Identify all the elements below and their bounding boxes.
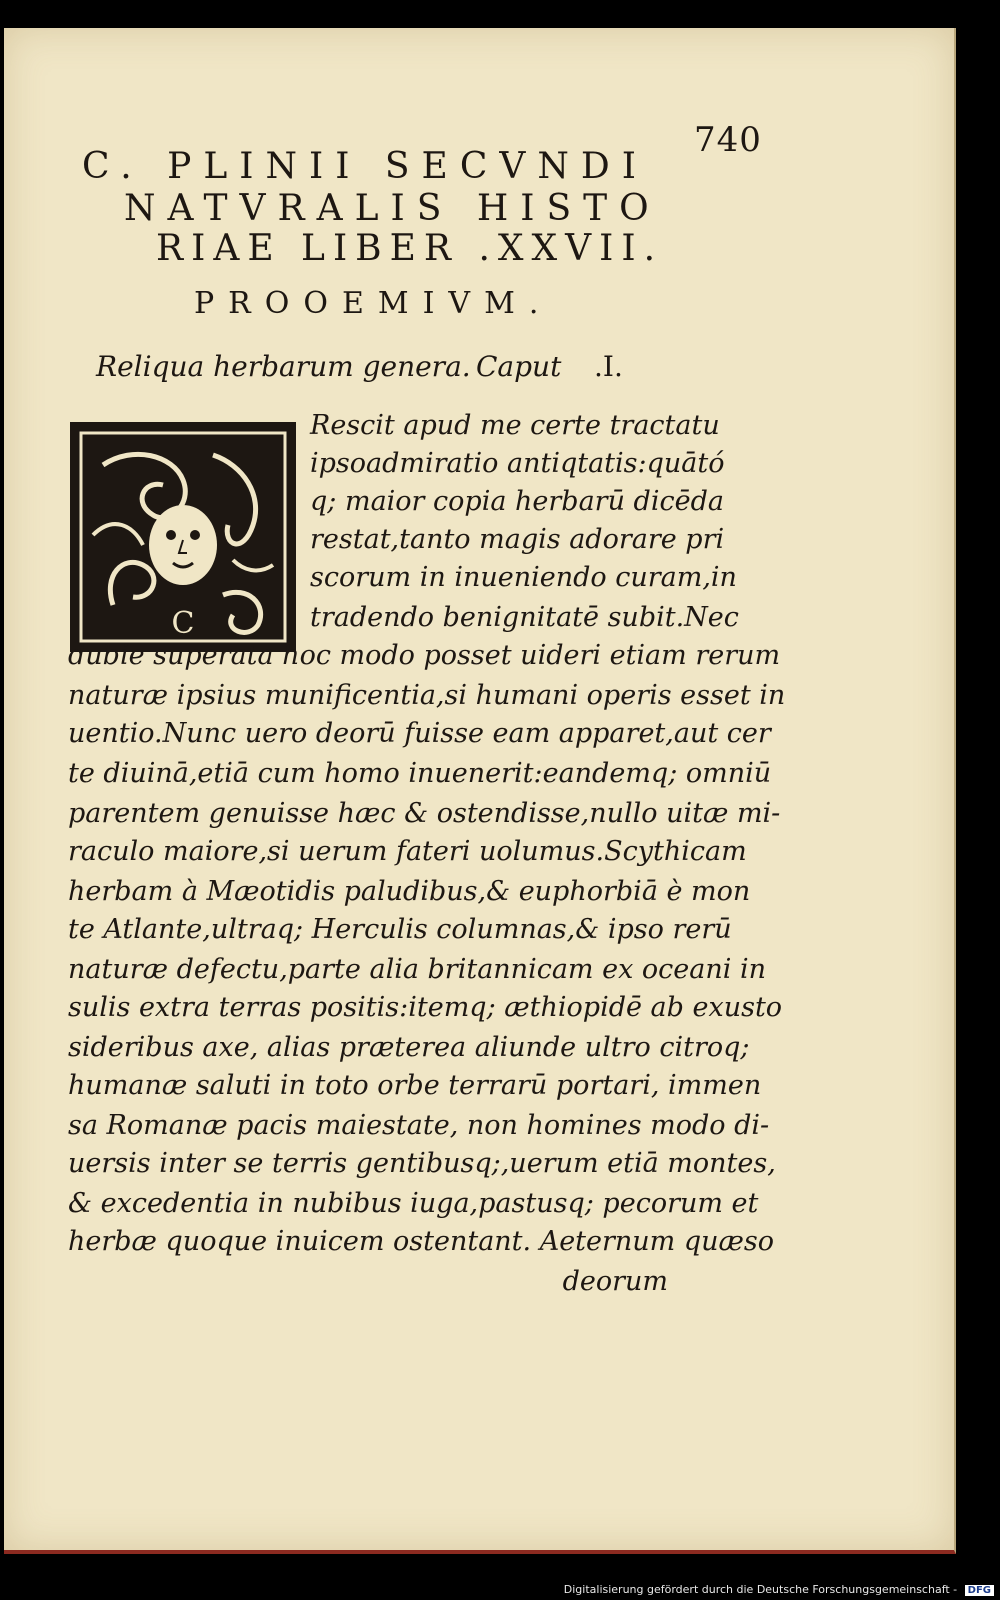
woodcut-ornament-icon bbox=[73, 425, 293, 649]
prooemium-heading: PROOEMIVM. bbox=[194, 286, 553, 321]
body-line-22: herbæ quoque inuicem ostentant. Aeternum quæso bbox=[68, 1226, 775, 1257]
body-line-19: sa Romanæ pacis maiestate, non homines modo di- bbox=[68, 1110, 770, 1141]
svg-text:C: C bbox=[171, 606, 195, 641]
title-line-1: C. PLINII SECVNDI bbox=[82, 146, 648, 187]
credit-text: Digitalisierung gefördert durch die Deutsche Forschungsgemeinschaft - bbox=[563, 1583, 958, 1596]
body-line-6: tradendo benignitatē subit.Nec bbox=[310, 602, 739, 633]
catchword: deorum bbox=[562, 1266, 668, 1297]
book-page bbox=[4, 28, 956, 1554]
body-line-18: humanæ saluti in toto orbe terrarū portari, immen bbox=[68, 1070, 762, 1101]
body-line-12: raculo maiore,si uerum fateri uolumus.Scythicam bbox=[68, 836, 747, 867]
body-line-17: sideribus axe, alias præterea aliunde ultro citroq; bbox=[68, 1032, 750, 1063]
chapter-caption-mid: Caput bbox=[476, 350, 562, 383]
body-line-2: ipsoadmiratio antiqtatis:quātó bbox=[310, 448, 725, 479]
body-line-7: dubie superata hoc modo posset uideri etiam rerum bbox=[68, 640, 781, 671]
digitization-credit bbox=[564, 1583, 994, 1596]
body-line-1: Rescit apud me certe tractatu bbox=[310, 410, 720, 441]
title-line-2: NATVRALIS HISTO bbox=[124, 188, 661, 229]
body-line-3: q; maior copia herbarū dicēda bbox=[310, 486, 724, 517]
dfg-logo: DFG bbox=[965, 1585, 994, 1596]
body-line-16: sulis extra terras positis:itemq; æthiopidē ab exusto bbox=[68, 992, 783, 1023]
body-line-14: te Atlante,ultraq; Herculis columnas,& ipso rerū bbox=[68, 914, 732, 945]
body-line-13: herbam à Mæotidis paludibus,& euphorbiā è mon bbox=[68, 876, 751, 907]
body-line-4: restat,tanto magis adorare pri bbox=[310, 524, 725, 555]
body-line-21: & excedentia in nubibus iuga,pastusq; pecorum et bbox=[68, 1188, 759, 1219]
body-line-20: uersis inter se terris gentibusq;,uerum etiā montes, bbox=[68, 1148, 776, 1179]
body-line-10: te diuinā,etiā cum homo inuenerit:eandemq; omniū bbox=[68, 758, 772, 789]
title-line-3: RIAE LIBER .XXVII. bbox=[156, 228, 664, 269]
body-line-15: naturæ defectu,parte alia britannicam ex oceani in bbox=[68, 954, 766, 985]
decorated-initial bbox=[70, 422, 296, 652]
body-line-11: parentem genuisse hæc & ostendisse,nullo uitæ mi- bbox=[68, 798, 781, 829]
body-line-5: scorum in inueniendo curam,in bbox=[310, 562, 737, 593]
body-line-8: naturæ ipsius munificentia,si humani operis esset in bbox=[68, 680, 786, 711]
chapter-caption-right: .I. bbox=[594, 350, 623, 383]
page-number: 740 bbox=[694, 120, 762, 160]
body-line-9: uentio.Nunc uero deorū fuisse eam apparet,aut cer bbox=[68, 718, 771, 749]
chapter-caption-left: Reliqua herbarum genera. bbox=[96, 350, 471, 383]
